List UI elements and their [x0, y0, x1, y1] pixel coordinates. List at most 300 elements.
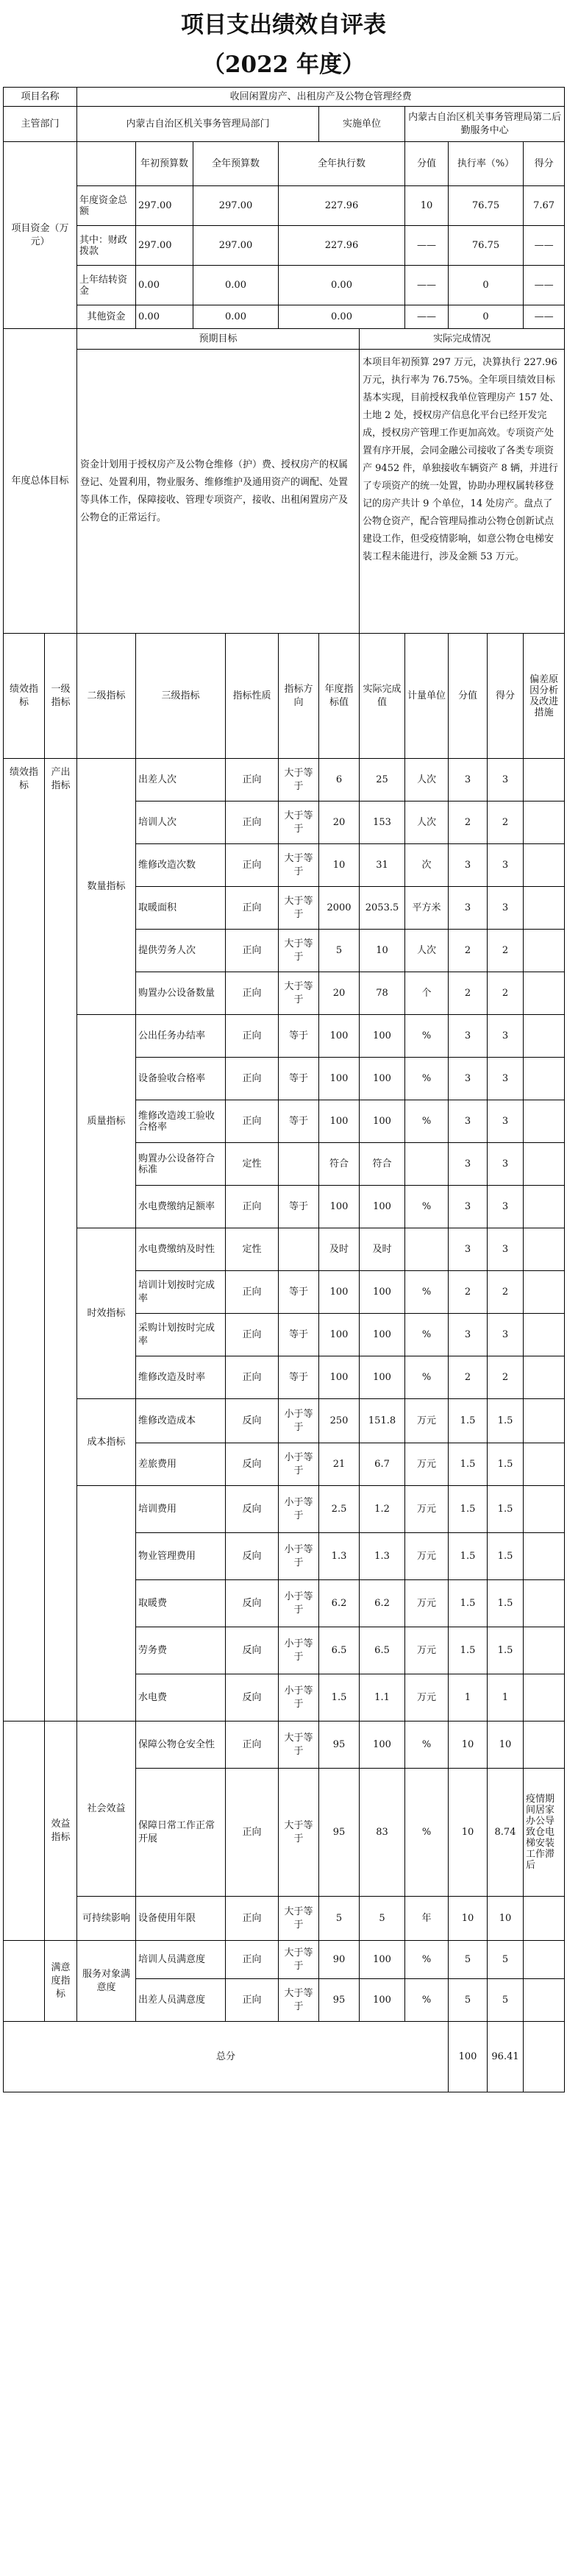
funds-initial: 297.00 [136, 226, 193, 266]
funds-got: —— [524, 226, 565, 266]
indicator-nature: 正向 [226, 930, 279, 972]
indicator-target: 20 [319, 802, 360, 844]
indicator-got: 3 [488, 1100, 524, 1143]
indicator-nature: 正向 [226, 1722, 279, 1769]
indicator-actual: 6.2 [360, 1580, 405, 1627]
indicator-score: 1.5 [449, 1486, 488, 1533]
unit-label: 实施单位 [319, 107, 405, 142]
kpi-label-benefit [4, 1722, 45, 1941]
indicator-actual: 31 [360, 844, 405, 887]
indicator-score: 2 [449, 802, 488, 844]
project-name: 收回闲置房产、出租房产及公物仓管理经费 [77, 88, 565, 107]
indicator-actual: 151.8 [360, 1399, 405, 1443]
indicator-name: 购置办公设备数量 [136, 972, 226, 1015]
indicator-got: 3 [488, 1186, 524, 1228]
indicator-direction: 大于等于 [279, 1769, 319, 1897]
indicator-row [4, 1897, 565, 1941]
satisfaction-label: 满意度指标 [45, 1941, 77, 2022]
indicator-actual: 100 [360, 1186, 405, 1228]
indicator-actual: 100 [360, 1356, 405, 1399]
indicator-reason [524, 1399, 565, 1443]
indicator-actual: 1.3 [360, 1533, 405, 1580]
funds-annual: 297.00 [193, 186, 279, 226]
timeliness-label: 时效指标 [77, 1228, 136, 1399]
indicator-score: 10 [449, 1897, 488, 1941]
col-exec: 全年执行数 [279, 142, 405, 186]
indicator-row [4, 759, 565, 802]
indicator-got: 10 [488, 1897, 524, 1941]
funds-got: —— [524, 266, 565, 305]
indicator-actual: 1.1 [360, 1674, 405, 1722]
indicator-score: 1.5 [449, 1580, 488, 1627]
indicator-score: 1.5 [449, 1399, 488, 1443]
indicator-got: 1.5 [488, 1486, 524, 1533]
indicator-target: 符合 [319, 1143, 360, 1186]
indicator-direction: 大于等于 [279, 1979, 319, 2022]
indicator-direction: 等于 [279, 1100, 319, 1143]
indicator-nature: 正向 [226, 1314, 279, 1356]
indicator-score: 3 [449, 1314, 488, 1356]
indicator-got: 2 [488, 1271, 524, 1314]
funds-got: 7.67 [524, 186, 565, 226]
goals-actual-label: 实际完成情况 [360, 329, 565, 350]
funds-score: 10 [405, 186, 449, 226]
indicator-unit [405, 1228, 449, 1271]
indicator-got: 1.5 [488, 1443, 524, 1486]
indicator-name: 公出任务办结率 [136, 1015, 226, 1058]
indicator-direction: 大于等于 [279, 887, 319, 930]
funds-score: —— [405, 226, 449, 266]
indicator-name: 维修改造成本 [136, 1399, 226, 1443]
indicator-name: 设备使用年限 [136, 1897, 226, 1941]
indicator-got: 2 [488, 1356, 524, 1399]
indicator-got: 3 [488, 1143, 524, 1186]
indicator-nature: 正向 [226, 1186, 279, 1228]
indicator-reason [524, 1356, 565, 1399]
indicator-unit: 个 [405, 972, 449, 1015]
indicator-row [4, 1015, 565, 1058]
department-row [4, 107, 565, 142]
indicator-reason [524, 802, 565, 844]
indicator-reason [524, 972, 565, 1015]
indicator-score: 3 [449, 1015, 488, 1058]
sustain-label: 可持续影响 [77, 1897, 136, 1941]
funds-initial: 297.00 [136, 186, 193, 226]
indicator-got: 5 [488, 1979, 524, 2022]
indicator-reason [524, 1058, 565, 1100]
indicator-score: 1.5 [449, 1443, 488, 1486]
indicator-nature: 反向 [226, 1627, 279, 1674]
indicator-reason [524, 1722, 565, 1769]
goals-header-row [4, 329, 565, 350]
kpi-label-satisfaction [4, 1941, 45, 2022]
indicator-target: 100 [319, 1314, 360, 1356]
funds-row [4, 305, 565, 329]
indicator-name: 采购计划按时完成率 [136, 1314, 226, 1356]
funds-row-name-header [77, 142, 136, 186]
funds-score: —— [405, 266, 449, 305]
indicator-target: 6.2 [319, 1580, 360, 1627]
indicator-row [4, 1486, 565, 1533]
indicator-target: 5 [319, 930, 360, 972]
indicator-reason [524, 1015, 565, 1058]
indicator-actual: 6.7 [360, 1443, 405, 1486]
level1-col-header: 一级指标 [45, 634, 77, 759]
indicator-direction [279, 1143, 319, 1186]
total-score: 100 [449, 2022, 488, 2092]
indicator-name: 保障日常工作正常开展 [136, 1769, 226, 1897]
indicator-got: 2 [488, 930, 524, 972]
score-col-header: 分值 [449, 634, 488, 759]
output-label: 产出指标 [45, 759, 77, 1722]
indicator-direction: 等于 [279, 1356, 319, 1399]
indicator-unit: 人次 [405, 759, 449, 802]
funds-annual: 0.00 [193, 305, 279, 329]
indicator-got: 3 [488, 759, 524, 802]
direction-col-header: 指标方向 [279, 634, 319, 759]
kpi-col-header: 绩效指标 [4, 634, 45, 759]
indicator-reason [524, 887, 565, 930]
indicators-header-row [4, 634, 565, 759]
indicator-name: 培训人员满意度 [136, 1941, 226, 1979]
indicator-target: 6 [319, 759, 360, 802]
page-title: 项目支出绩效自评表 [181, 12, 386, 38]
indicator-direction: 大于等于 [279, 802, 319, 844]
indicator-score: 1.5 [449, 1627, 488, 1674]
indicator-reason [524, 1897, 565, 1941]
funds-exec: 227.96 [279, 186, 405, 226]
indicator-score: 3 [449, 1186, 488, 1228]
indicator-score: 3 [449, 759, 488, 802]
indicator-direction: 小于等于 [279, 1399, 319, 1443]
indicator-actual: 100 [360, 1271, 405, 1314]
indicator-unit: % [405, 1979, 449, 2022]
indicator-row [4, 1722, 565, 1769]
indicator-nature: 正向 [226, 759, 279, 802]
indicator-actual: 78 [360, 972, 405, 1015]
funds-header-row [4, 142, 565, 186]
indicator-unit: 万元 [405, 1674, 449, 1722]
total-row [4, 2022, 565, 2092]
indicator-got: 3 [488, 887, 524, 930]
indicator-direction: 等于 [279, 1186, 319, 1228]
indicator-direction: 小于等于 [279, 1443, 319, 1486]
indicator-reason [524, 1941, 565, 1979]
indicator-unit: 人次 [405, 802, 449, 844]
indicator-got: 3 [488, 1314, 524, 1356]
indicator-name: 培训计划按时完成率 [136, 1271, 226, 1314]
indicator-nature: 正向 [226, 1015, 279, 1058]
indicator-score: 5 [449, 1979, 488, 2022]
indicator-nature: 正向 [226, 1769, 279, 1897]
indicator-nature: 正向 [226, 1100, 279, 1143]
funds-annual: 0.00 [193, 266, 279, 305]
funds-initial: 0.00 [136, 305, 193, 329]
page-subtitle: （2022 年度） [202, 52, 365, 78]
indicator-target: 1.5 [319, 1674, 360, 1722]
indicator-reason [524, 1100, 565, 1143]
cost-label: 成本指标 [77, 1399, 136, 1486]
indicator-direction: 大于等于 [279, 1722, 319, 1769]
indicator-name: 取暖面积 [136, 887, 226, 930]
indicator-nature: 正向 [226, 972, 279, 1015]
indicator-reason [524, 1580, 565, 1627]
col-score: 分值 [405, 142, 449, 186]
indicator-target: 6.5 [319, 1627, 360, 1674]
indicator-reason [524, 1143, 565, 1186]
indicator-target: 100 [319, 1058, 360, 1100]
indicator-got: 3 [488, 1228, 524, 1271]
indicator-unit: % [405, 1769, 449, 1897]
indicator-nature: 正向 [226, 887, 279, 930]
indicator-target: 100 [319, 1271, 360, 1314]
indicator-unit: % [405, 1058, 449, 1100]
indicator-name: 差旅费用 [136, 1443, 226, 1486]
funds-got: —— [524, 305, 565, 329]
col-initial: 年初预算数 [136, 142, 193, 186]
indicator-actual: 100 [360, 1979, 405, 2022]
funds-exec: 227.96 [279, 226, 405, 266]
indicator-target: 90 [319, 1941, 360, 1979]
indicator-row [4, 1399, 565, 1443]
indicator-nature: 正向 [226, 1356, 279, 1399]
indicator-nature: 反向 [226, 1674, 279, 1722]
indicator-direction: 小于等于 [279, 1486, 319, 1533]
indicator-nature: 正向 [226, 802, 279, 844]
indicator-actual: 100 [360, 1015, 405, 1058]
indicator-name: 出差人次 [136, 759, 226, 802]
indicator-direction: 大于等于 [279, 972, 319, 1015]
department-label: 主管部门 [4, 107, 77, 142]
indicator-got: 3 [488, 1015, 524, 1058]
indicator-nature: 正向 [226, 1897, 279, 1941]
indicator-unit: 万元 [405, 1627, 449, 1674]
got-col-header: 得分 [488, 634, 524, 759]
indicator-target: 2.5 [319, 1486, 360, 1533]
social-label: 社会效益 [77, 1722, 136, 1897]
total-label: 总分 [4, 2022, 449, 2092]
indicator-score: 3 [449, 1058, 488, 1100]
funds-row [4, 226, 565, 266]
indicator-actual: 6.5 [360, 1627, 405, 1674]
indicator-reason: 疫情期间居家办公导致仓电梯安装工作滞后 [524, 1769, 565, 1897]
funds-score: —— [405, 305, 449, 329]
indicator-row [4, 1228, 565, 1271]
indicator-name: 物业管理费用 [136, 1533, 226, 1580]
goals-expected: 资金计划用于授权房产及公物仓维修（护）费、授权房产的权属登记、处置利用，物业服务、维修维护及通用资产的调配、处置等具体工作，保障接收、管理专项资产，接收、出租闲置房产及公物仓的正常运行。 [77, 350, 360, 634]
goals-actual: 本项目年初预算 297 万元，决算执行 227.96 万元，执行率为 76.75%。全年项目绩效目标基本实现，目前授权我单位管理房产 157 处、土地 2 处，授权房产信息化平台已经开发完成，授权房产管理工作更加高效。专项资产处置有序开展，会同金融公司接收了各类专项资产 9452 件，单独接收车辆资产 8 辆，并进行了专项资产的统一处置，协助办理权属转移登记的房产共计 9 个单位，14 处房产。盘点了公物仓资产，配合管理局推动公物仓创新试点建设工作，但受疫情影响，如意公物仓电梯安装工程未能进行，涉及金额 53 万元。 [360, 350, 565, 634]
goals-content-row [4, 350, 565, 634]
indicator-unit: % [405, 1722, 449, 1769]
indicator-got: 1 [488, 1674, 524, 1722]
project-name-label: 项目名称 [4, 88, 77, 107]
indicator-reason [524, 1674, 565, 1722]
indicator-got: 1.5 [488, 1580, 524, 1627]
indicator-direction: 大于等于 [279, 844, 319, 887]
indicator-direction: 等于 [279, 1058, 319, 1100]
indicator-actual: 100 [360, 1100, 405, 1143]
indicator-name: 水电费缴纳足额率 [136, 1186, 226, 1228]
indicator-score: 3 [449, 887, 488, 930]
indicator-actual: 100 [360, 1722, 405, 1769]
goals-expected-label: 预期目标 [77, 329, 360, 350]
indicator-target: 10 [319, 844, 360, 887]
indicator-unit [405, 1143, 449, 1186]
indicator-target: 100 [319, 1015, 360, 1058]
indicator-name: 培训费用 [136, 1486, 226, 1533]
indicator-direction: 等于 [279, 1314, 319, 1356]
col-annual: 全年预算数 [193, 142, 279, 186]
total-reason [524, 2022, 565, 2092]
kpi-label: 绩效指标 [4, 759, 45, 1722]
service-label: 服务对象满意度 [77, 1941, 136, 2022]
indicator-got: 10 [488, 1722, 524, 1769]
level2-col-header: 二级指标 [77, 634, 136, 759]
indicator-target: 100 [319, 1100, 360, 1143]
indicator-direction: 小于等于 [279, 1580, 319, 1627]
target-col-header: 年度指标值 [319, 634, 360, 759]
unit-col-header: 计量单位 [405, 634, 449, 759]
col-got: 得分 [524, 142, 565, 186]
indicator-direction: 小于等于 [279, 1627, 319, 1674]
indicator-direction [279, 1228, 319, 1271]
quality-label: 质量指标 [77, 1015, 136, 1228]
indicator-actual: 100 [360, 1314, 405, 1356]
indicator-direction: 小于等于 [279, 1674, 319, 1722]
indicator-name: 水电费缴纳及时性 [136, 1228, 226, 1271]
funds-name: 年度资金总额 [77, 186, 136, 226]
cost-continued-label [77, 1486, 136, 1722]
indicator-got: 5 [488, 1941, 524, 1979]
indicator-actual: 2053.5 [360, 887, 405, 930]
funds-exec: 0.00 [279, 305, 405, 329]
indicator-got: 8.74 [488, 1769, 524, 1897]
indicator-reason [524, 1486, 565, 1533]
indicator-direction: 小于等于 [279, 1533, 319, 1580]
indicator-target: 21 [319, 1443, 360, 1486]
indicator-target: 5 [319, 1897, 360, 1941]
indicator-name: 保障公物仓安全性 [136, 1722, 226, 1769]
indicator-direction: 等于 [279, 1271, 319, 1314]
indicator-got: 2 [488, 972, 524, 1015]
goals-label: 年度总体目标 [4, 329, 77, 634]
funds-label: 项目资金（万元） [4, 142, 77, 329]
funds-rate: 0 [449, 266, 524, 305]
indicator-actual: 5 [360, 1897, 405, 1941]
indicator-actual: 100 [360, 1941, 405, 1979]
funds-rate: 76.75 [449, 186, 524, 226]
indicator-got: 2 [488, 802, 524, 844]
indicator-target: 100 [319, 1356, 360, 1399]
indicator-nature: 反向 [226, 1443, 279, 1486]
indicator-score: 10 [449, 1769, 488, 1897]
indicator-actual: 83 [360, 1769, 405, 1897]
indicator-nature: 正向 [226, 1058, 279, 1100]
indicator-nature: 正向 [226, 844, 279, 887]
indicator-reason [524, 1979, 565, 2022]
indicator-got: 3 [488, 1058, 524, 1100]
indicator-unit: 万元 [405, 1399, 449, 1443]
indicator-reason [524, 1443, 565, 1486]
indicator-nature: 反向 [226, 1399, 279, 1443]
indicator-reason [524, 1271, 565, 1314]
indicator-unit: 人次 [405, 930, 449, 972]
benefit-label: 效益指标 [45, 1722, 77, 1941]
indicator-name: 水电费 [136, 1674, 226, 1722]
indicator-unit: 万元 [405, 1533, 449, 1580]
indicator-target: 95 [319, 1769, 360, 1897]
indicator-nature: 正向 [226, 1271, 279, 1314]
indicator-got: 1.5 [488, 1533, 524, 1580]
indicator-name: 维修改造及时率 [136, 1356, 226, 1399]
indicator-unit: 万元 [405, 1580, 449, 1627]
indicator-name: 出差人员满意度 [136, 1979, 226, 2022]
indicator-name: 取暖费 [136, 1580, 226, 1627]
indicator-actual: 1.2 [360, 1486, 405, 1533]
indicator-score: 3 [449, 844, 488, 887]
indicator-name: 维修改造竣工验收合格率 [136, 1100, 226, 1143]
indicator-actual: 符合 [360, 1143, 405, 1186]
indicator-unit: % [405, 1100, 449, 1143]
funds-name: 上年结转资金 [77, 266, 136, 305]
actual-col-header: 实际完成值 [360, 634, 405, 759]
indicator-reason [524, 1533, 565, 1580]
indicator-score: 1 [449, 1674, 488, 1722]
indicator-actual: 100 [360, 1058, 405, 1100]
indicator-direction: 大于等于 [279, 1941, 319, 1979]
indicator-score: 2 [449, 972, 488, 1015]
indicator-nature: 定性 [226, 1143, 279, 1186]
indicator-row [4, 1941, 565, 1979]
indicator-unit: % [405, 1941, 449, 1979]
indicator-target: 及时 [319, 1228, 360, 1271]
indicator-unit: % [405, 1356, 449, 1399]
indicator-direction: 大于等于 [279, 1897, 319, 1941]
indicator-score: 10 [449, 1722, 488, 1769]
indicator-score: 3 [449, 1100, 488, 1143]
indicator-score: 2 [449, 1271, 488, 1314]
indicator-score: 3 [449, 1143, 488, 1186]
indicator-unit: 万元 [405, 1486, 449, 1533]
indicator-reason [524, 1186, 565, 1228]
indicator-nature: 定性 [226, 1228, 279, 1271]
indicator-target: 100 [319, 1186, 360, 1228]
indicator-reason [524, 930, 565, 972]
unit: 内蒙古自治区机关事务管理局第二后勤服务中心 [405, 107, 565, 142]
evaluation-table [3, 87, 565, 2092]
indicator-direction: 等于 [279, 1015, 319, 1058]
indicator-reason [524, 1627, 565, 1674]
level3-col-header: 三级指标 [136, 634, 226, 759]
indicator-score: 2 [449, 1356, 488, 1399]
indicator-target: 1.3 [319, 1533, 360, 1580]
funds-name: 其中：财政拨款 [77, 226, 136, 266]
department: 内蒙古自治区机关事务管理局部门 [77, 107, 319, 142]
indicator-unit: % [405, 1015, 449, 1058]
funds-row [4, 266, 565, 305]
indicator-nature: 反向 [226, 1486, 279, 1533]
indicator-target: 250 [319, 1399, 360, 1443]
reason-col-header: 偏差原因分析及改进措施 [524, 634, 565, 759]
indicator-nature: 反向 [226, 1580, 279, 1627]
indicator-score: 1.5 [449, 1533, 488, 1580]
funds-initial: 0.00 [136, 266, 193, 305]
indicator-got: 1.5 [488, 1399, 524, 1443]
indicator-nature: 正向 [226, 1941, 279, 1979]
indicator-actual: 10 [360, 930, 405, 972]
indicator-unit: 年 [405, 1897, 449, 1941]
indicator-score: 3 [449, 1228, 488, 1271]
